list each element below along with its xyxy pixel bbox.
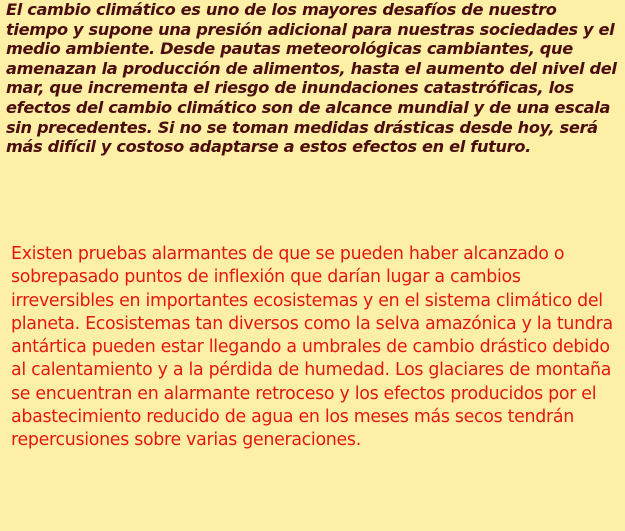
body-paragraph: Existen pruebas alarmantes de que se pueden haber alcanzado o sobrepasado puntos de inflexión que darían lugar a cambios irreversibles en importantes ecosistemas y en el sistema climático del planeta. Ecosistemas tan diversos como la selva amazónica y la tundra antártica pueden estar llegando a umbrales de cambio drástico debido al calentamiento y a la pérdida de humedad. Los glaciares de montaña se encuentran en alarmante retroceso y los efectos producidos por el abastecimiento reducido de agua en los meses más secos tendrán repercusiones sobre varias generaciones.	[11, 244, 613, 451]
intro-paragraph: El cambio climático es uno de los mayores desafíos de nuestro tiempo y supone una presión adicional para nuestras sociedades y el medio ambiente. Desde pautas meteorológicas cambiantes, que amenazan la producción de alimentos, hasta el aumento del nivel del mar, que incrementa el riesgo de inundaciones catastróficas, los efectos del cambio climático son de alcance mundial y de una escala sin precedentes. Si no se toman medidas drásticas desde hoy, será más difícil y costoso adaptarse a estos efectos en el futuro.	[6, 0, 617, 157]
